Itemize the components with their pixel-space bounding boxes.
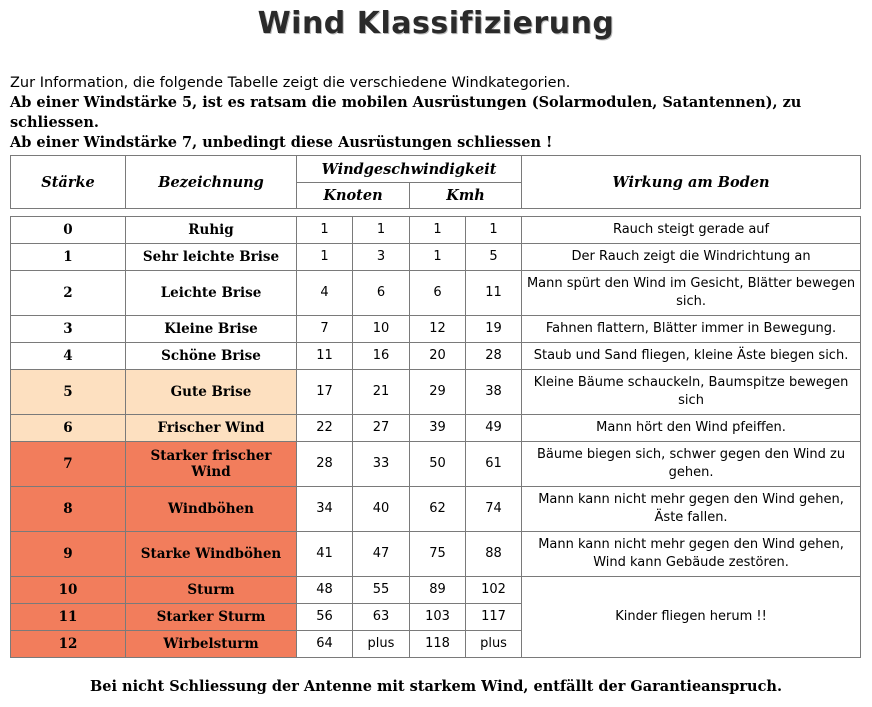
table-row	[11, 487, 861, 532]
intro-text	[10, 73, 870, 153]
table-row	[11, 415, 861, 442]
bezeichnung-cell: Kleine Brise	[126, 316, 297, 343]
wirkung-cell: Mann kann nicht mehr gegen den Wind gehen, Äste fallen.	[522, 487, 861, 532]
table-row	[11, 343, 861, 370]
table-row	[11, 316, 861, 343]
staerke-cell: 5	[11, 370, 126, 415]
wirkung-cell: Kinder fliegen herum !!	[522, 577, 861, 658]
knoten-max-cell: 3	[353, 244, 410, 271]
staerke-cell: 2	[11, 271, 126, 316]
knoten-min-cell: 48	[297, 577, 353, 604]
knoten-max-cell: 21	[353, 370, 410, 415]
knoten-max-cell: 47	[353, 532, 410, 577]
kmh-min-cell: 20	[410, 343, 466, 370]
bezeichnung-cell: Gute Brise	[126, 370, 297, 415]
kmh-max-cell: 88	[466, 532, 522, 577]
intro-line-3: Ab einer Windstärke 7, unbedingt diese Ausrüstungen schliessen !	[10, 134, 553, 151]
table-spacer	[11, 209, 861, 217]
kmh-min-cell: 62	[410, 487, 466, 532]
table-row	[11, 217, 861, 244]
wirkung-cell: Mann spürt den Wind im Gesicht, Blätter bewegen sich.	[522, 271, 861, 316]
wirkung-cell: Staub und Sand fliegen, kleine Äste biegen sich.	[522, 343, 861, 370]
wind-classification-table	[10, 155, 861, 658]
table-row	[11, 532, 861, 577]
table-row	[11, 370, 861, 415]
kmh-min-cell: 39	[410, 415, 466, 442]
staerke-cell: 4	[11, 343, 126, 370]
intro-line-1: Zur Information, die folgende Tabelle zeigt die verschiedene Windkategorien.	[10, 75, 571, 91]
kmh-min-cell: 1	[410, 244, 466, 271]
bezeichnung-cell: Schöne Brise	[126, 343, 297, 370]
knoten-min-cell: 41	[297, 532, 353, 577]
kmh-max-cell: 5	[466, 244, 522, 271]
knoten-max-cell: 16	[353, 343, 410, 370]
knoten-max-cell: 27	[353, 415, 410, 442]
wirkung-cell: Kleine Bäume schauckeln, Baumspitze bewegen sich	[522, 370, 861, 415]
bezeichnung-cell: Starker Sturm	[126, 604, 297, 631]
kmh-max-cell: 38	[466, 370, 522, 415]
wirkung-cell: Fahnen flattern, Blätter immer in Bewegung.	[522, 316, 861, 343]
kmh-max-cell: 74	[466, 487, 522, 532]
kmh-min-cell: 12	[410, 316, 466, 343]
kmh-max-cell: 1	[466, 217, 522, 244]
header-knoten: Knoten	[297, 183, 410, 209]
wirkung-cell: Mann hört den Wind pfeiffen.	[522, 415, 861, 442]
bezeichnung-cell: Sturm	[126, 577, 297, 604]
staerke-cell: 3	[11, 316, 126, 343]
kmh-min-cell: 75	[410, 532, 466, 577]
knoten-max-cell: 55	[353, 577, 410, 604]
bezeichnung-cell: Starker frischer Wind	[126, 442, 297, 487]
table-row	[11, 244, 861, 271]
kmh-min-cell: 29	[410, 370, 466, 415]
knoten-max-cell: 6	[353, 271, 410, 316]
kmh-max-cell: 49	[466, 415, 522, 442]
knoten-min-cell: 11	[297, 343, 353, 370]
staerke-cell: 7	[11, 442, 126, 487]
staerke-cell: 9	[11, 532, 126, 577]
knoten-max-cell: 1	[353, 217, 410, 244]
header-kmh: Kmh	[410, 183, 522, 209]
knoten-min-cell: 1	[297, 217, 353, 244]
bezeichnung-cell: Starke Windböhen	[126, 532, 297, 577]
kmh-min-cell: 6	[410, 271, 466, 316]
kmh-min-cell: 118	[410, 631, 466, 658]
kmh-max-cell: 19	[466, 316, 522, 343]
table-row	[11, 271, 861, 316]
page-title: Wind Klassifizierung	[257, 6, 615, 41]
knoten-min-cell: 7	[297, 316, 353, 343]
staerke-cell: 12	[11, 631, 126, 658]
staerke-cell: 8	[11, 487, 126, 532]
kmh-max-cell: plus	[466, 631, 522, 658]
staerke-cell: 1	[11, 244, 126, 271]
knoten-min-cell: 17	[297, 370, 353, 415]
kmh-max-cell: 11	[466, 271, 522, 316]
kmh-max-cell: 28	[466, 343, 522, 370]
header-wirkung: Wirkung am Boden	[522, 156, 861, 209]
wirkung-cell: Mann kann nicht mehr gegen den Wind gehen, Wind kann Gebäude zestören.	[522, 532, 861, 577]
kmh-min-cell: 103	[410, 604, 466, 631]
kmh-max-cell: 61	[466, 442, 522, 487]
wirkung-cell: Der Rauch zeigt die Windrichtung an	[522, 244, 861, 271]
knoten-min-cell: 4	[297, 271, 353, 316]
knoten-max-cell: 10	[353, 316, 410, 343]
bezeichnung-cell: Frischer Wind	[126, 415, 297, 442]
knoten-max-cell: plus	[353, 631, 410, 658]
bezeichnung-cell: Wirbelsturm	[126, 631, 297, 658]
wirkung-cell: Rauch steigt gerade auf	[522, 217, 861, 244]
staerke-cell: 0	[11, 217, 126, 244]
knoten-max-cell: 33	[353, 442, 410, 487]
header-bezeichnung: Bezeichnung	[126, 156, 297, 209]
bezeichnung-cell: Sehr leichte Brise	[126, 244, 297, 271]
knoten-max-cell: 63	[353, 604, 410, 631]
staerke-cell: 10	[11, 577, 126, 604]
header-windgeschwindigkeit: Windgeschwindigkeit	[297, 156, 522, 183]
intro-line-2: Ab einer Windstärke 5, ist es ratsam die mobilen Ausrüstungen (Solarmodulen, Satantennen), zu schliessen.	[10, 94, 802, 131]
staerke-cell: 11	[11, 604, 126, 631]
table-row	[11, 442, 861, 487]
bezeichnung-cell: Leichte Brise	[126, 271, 297, 316]
kmh-min-cell: 1	[410, 217, 466, 244]
kmh-min-cell: 50	[410, 442, 466, 487]
knoten-min-cell: 34	[297, 487, 353, 532]
header-staerke: Stärke	[11, 156, 126, 209]
bezeichnung-cell: Windböhen	[126, 487, 297, 532]
knoten-min-cell: 22	[297, 415, 353, 442]
kmh-min-cell: 89	[410, 577, 466, 604]
kmh-max-cell: 117	[466, 604, 522, 631]
knoten-min-cell: 56	[297, 604, 353, 631]
knoten-max-cell: 40	[353, 487, 410, 532]
knoten-min-cell: 28	[297, 442, 353, 487]
staerke-cell: 6	[11, 415, 126, 442]
footer-note: Bei nicht Schliessung der Antenne mit starkem Wind, entfällt der Garantieanspruch.	[89, 678, 783, 695]
kmh-max-cell: 102	[466, 577, 522, 604]
wirkung-cell: Bäume biegen sich, schwer gegen den Wind zu gehen.	[522, 442, 861, 487]
knoten-min-cell: 1	[297, 244, 353, 271]
knoten-min-cell: 64	[297, 631, 353, 658]
table-row	[11, 577, 861, 604]
bezeichnung-cell: Ruhig	[126, 217, 297, 244]
